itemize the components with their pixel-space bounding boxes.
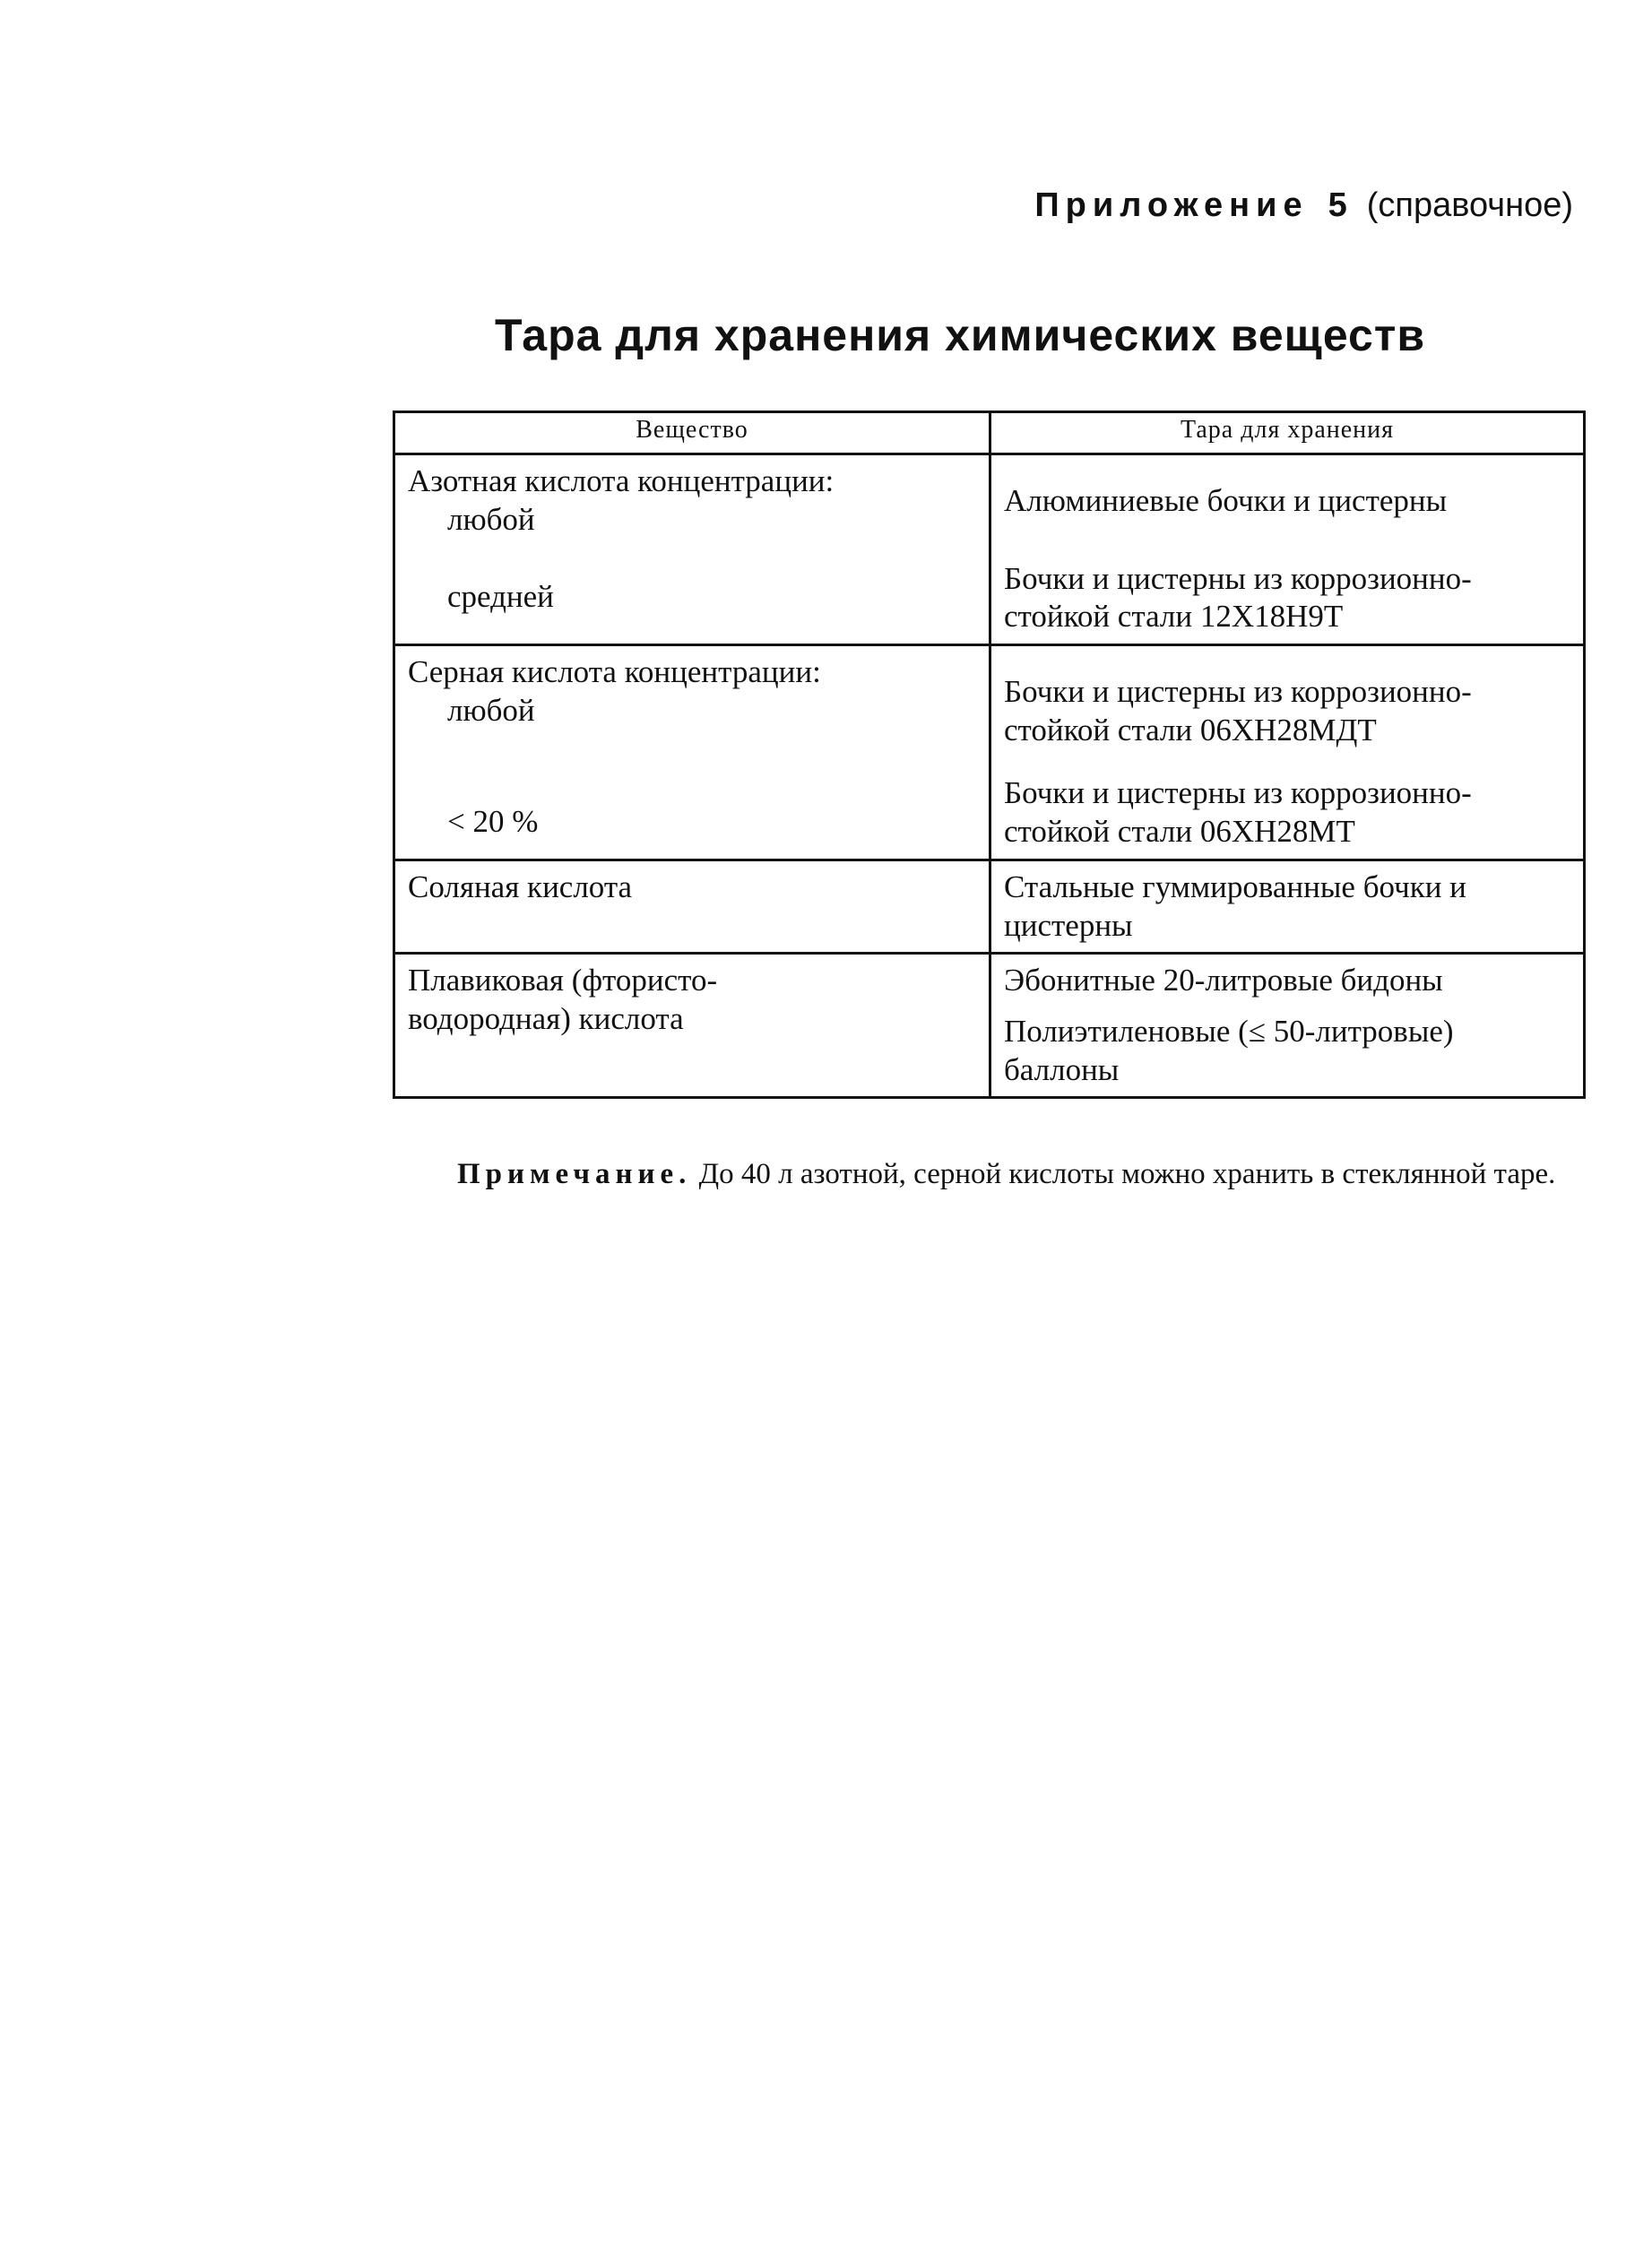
column-header-substance: Вещество bbox=[394, 412, 990, 454]
container-text: Бочки и цистерны из коррозионно- bbox=[1004, 674, 1472, 710]
substance-name: Азотная кислота концентрации: bbox=[408, 463, 835, 498]
container-text: Стальные гуммированные бочки и bbox=[1004, 868, 1466, 904]
appendix-number: 5 bbox=[1328, 186, 1347, 224]
appendix-kind: (справочное) bbox=[1366, 186, 1573, 224]
table-row bbox=[394, 860, 1585, 953]
container-text: Бочки и цистерны из коррозионно- bbox=[1004, 775, 1472, 811]
container-cell bbox=[990, 454, 1585, 645]
table-header-row bbox=[394, 412, 1585, 454]
substance-name: водородная) кислота bbox=[408, 1000, 684, 1036]
table-row bbox=[394, 645, 1585, 860]
table-row bbox=[394, 454, 1585, 645]
container-text: стойкой стали 06ХН28МТ bbox=[1004, 814, 1355, 850]
substance-name: Соляная кислота bbox=[408, 868, 633, 904]
storage-table bbox=[393, 410, 1586, 1099]
container-cell bbox=[990, 645, 1585, 860]
column-header-container: Тара для хранения bbox=[990, 412, 1585, 454]
appendix-heading bbox=[1034, 186, 1573, 225]
container-text: стойкой стали 12Х18Н9Т bbox=[1004, 599, 1344, 635]
container-cell bbox=[990, 860, 1585, 953]
substance-cell bbox=[394, 454, 990, 645]
appendix-word: Приложение bbox=[1034, 186, 1309, 224]
container-text: Эбонитные 20-литровые бидоны bbox=[1004, 963, 1443, 998]
substance-cell bbox=[394, 860, 990, 953]
page-title: Тара для хранения химических веществ bbox=[495, 310, 1426, 360]
concentration-label: < 20 % bbox=[447, 804, 539, 840]
table-row bbox=[394, 954, 1585, 1098]
substance-cell bbox=[394, 954, 990, 1098]
substance-name: Плавиковая (фтористо- bbox=[408, 963, 718, 998]
container-text: стойкой стали 06ХН28МДТ bbox=[1004, 712, 1377, 747]
container-text: Алюминиевые бочки и цистерны bbox=[1004, 483, 1448, 518]
container-cell bbox=[990, 954, 1585, 1098]
container-text: цистерны bbox=[1004, 907, 1133, 943]
container-text: баллоны bbox=[1004, 1051, 1120, 1087]
container-text: Бочки и цистерны из коррозионно- bbox=[1004, 560, 1472, 596]
footnote bbox=[393, 1152, 1583, 1197]
concentration-label: средней bbox=[447, 579, 554, 615]
concentration-label: любой bbox=[447, 501, 535, 537]
substance-cell bbox=[394, 645, 990, 860]
substance-name: Серная кислота концентрации: bbox=[408, 654, 821, 690]
concentration-label: любой bbox=[447, 692, 535, 728]
note-label: Примечание. bbox=[457, 1158, 692, 1190]
note-text: До 40 л азотной, серной кислоты можно хранить в стеклянной таре. bbox=[698, 1158, 1556, 1190]
container-text: Полиэтиленовые (≤ 50-литровые) bbox=[1004, 1013, 1454, 1049]
